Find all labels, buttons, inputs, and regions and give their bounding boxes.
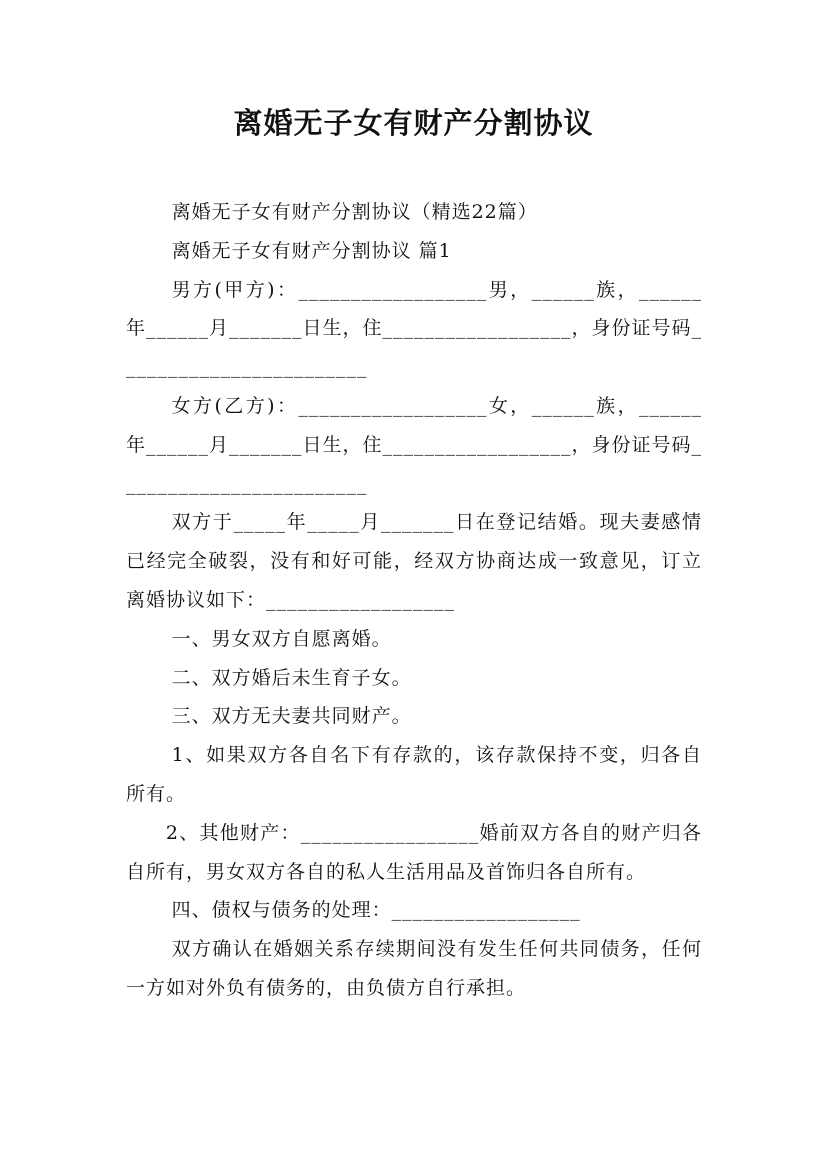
clause-2-no-children: 二、双方婚后未生育子女。: [171, 666, 412, 689]
collection-heading: 离婚无子女有财产分割协议（精选22篇）: [171, 201, 538, 223]
party-b-info: 女方(乙方)：__________________女，______族，______年______月_______日生，住__________________，身份证号码________________________: [126, 394, 703, 495]
document-title: 离婚无子女有财产分割协议: [233, 106, 594, 140]
clause-1-voluntary-divorce: 一、男女双方自愿离婚。: [171, 627, 392, 650]
document-body: [126, 193, 702, 1008]
article-heading: 离婚无子女有财产分割协议 篇1: [171, 239, 452, 262]
marriage-statement: 双方于_____年_____月_______日在登记结婚。现夫妻感情已经完全破裂，没有和好可能，经双方协商达成一致意见，订立离婚协议如下：__________________: [126, 511, 702, 611]
clause-3-no-joint-property: 三、双方无夫妻共同财产。: [171, 705, 412, 728]
clause-3-item-1-savings: 1、如果双方各自名下有存款的，该存款保持不变，归各自所有。: [126, 744, 702, 805]
clause-4-debts-statement: 双方确认在婚姻关系存续期间没有发生任何共同债务，任何一方如对外负有债务的，由负债方自行承担。: [126, 938, 702, 999]
party-a-info: 男方(甲方)：__________________男，______族，______年______月_______日生，住__________________，身份证号码________________________: [126, 278, 703, 379]
clause-3-item-2-other-property: 2、其他财产：_________________婚前双方各自的财产归各自所有，男女双方各自的私人生活用品及首饰归各自所有。: [126, 821, 702, 883]
clause-4-debts-heading: 四、债权与债务的处理：__________________: [171, 899, 581, 922]
